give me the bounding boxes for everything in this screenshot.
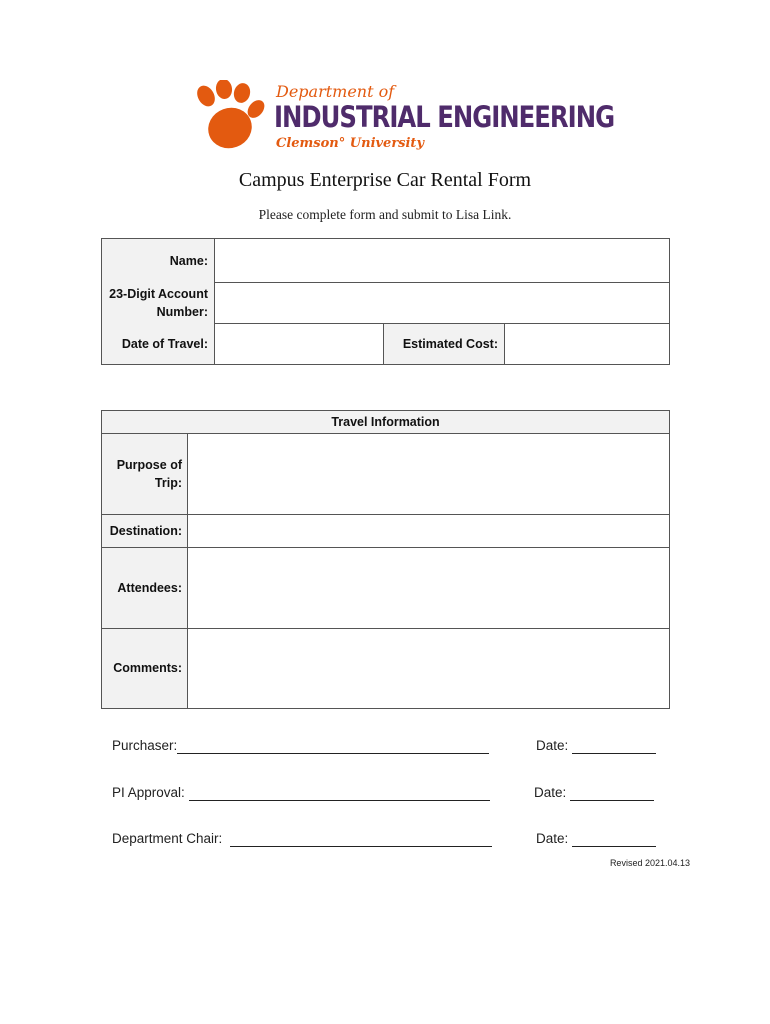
comments-label: Comments: (113, 661, 182, 675)
estimated-cost-label: Estimated Cost: (402, 337, 498, 351)
account-label-line2: Number: (156, 305, 208, 319)
name-field[interactable] (215, 239, 669, 282)
name-label: Name: (169, 254, 208, 268)
travel-information-header: Travel Information (331, 415, 440, 429)
attendees-field[interactable] (188, 548, 669, 628)
purchaser-date-line[interactable] (572, 753, 656, 754)
pi-approval-signature-line[interactable] (189, 800, 490, 801)
logo-clemson-university: Clemson° University (276, 136, 424, 151)
date-of-travel-label: Date of Travel: (121, 337, 208, 351)
purchaser-signature-line[interactable] (177, 753, 489, 754)
purchaser-date-label: Date: (536, 738, 569, 753)
purpose-of-trip-field[interactable] (188, 434, 669, 514)
purchaser-label: Purchaser: (112, 738, 178, 753)
purpose-label-line2: Trip: (154, 476, 182, 490)
department-logo (190, 80, 615, 156)
purpose-label-line1: Purpose of (116, 458, 182, 472)
pi-approval-label: PI Approval: (112, 785, 185, 800)
form-instructions: Please complete form and submit to Lisa Link. (258, 207, 512, 222)
estimated-cost-field[interactable] (505, 324, 669, 364)
destination-label: Destination: (109, 524, 182, 538)
department-chair-signature-line[interactable] (230, 846, 492, 847)
form-title: Campus Enterprise Car Rental Form (238, 169, 532, 191)
logo-industrial-engineering: INDUSTRIAL ENGINEERING (274, 100, 615, 134)
tiger-paw-icon (190, 80, 268, 154)
pi-approval-date-label: Date: (534, 785, 567, 800)
department-chair-label: Department Chair: (112, 831, 223, 846)
attendees-label: Attendees: (117, 581, 182, 595)
destination-field[interactable] (188, 515, 669, 547)
travel-information-table (101, 410, 670, 709)
department-chair-date-line[interactable] (572, 846, 656, 847)
department-chair-date-label: Date: (536, 831, 569, 846)
applicant-table (101, 238, 670, 365)
logo-department-of: Department of (276, 82, 395, 101)
date-of-travel-field[interactable] (215, 324, 383, 364)
revision-date: Revised 2021.04.13 (609, 858, 690, 868)
comments-field[interactable] (188, 629, 669, 708)
pi-approval-date-line[interactable] (570, 800, 654, 801)
account-label-line1: 23-Digit Account (109, 287, 208, 301)
account-number-field[interactable] (215, 283, 669, 323)
